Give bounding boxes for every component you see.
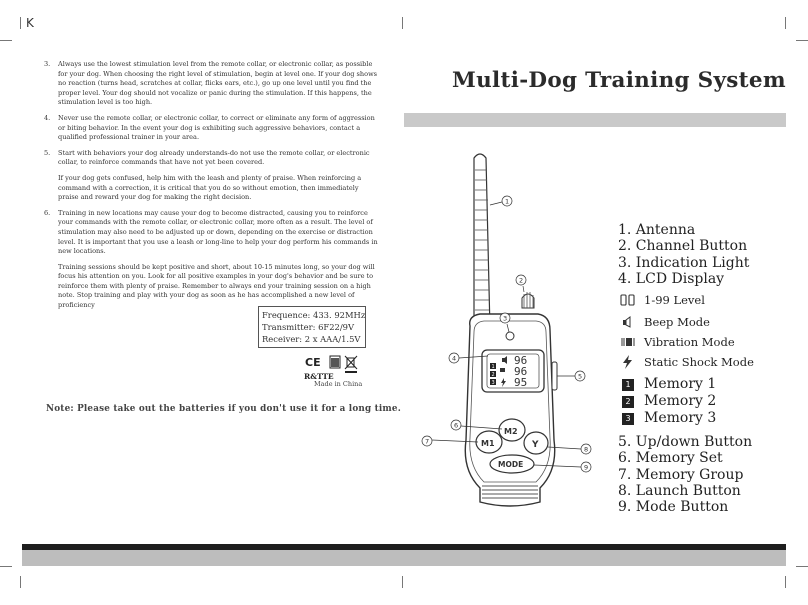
crop-mark	[402, 17, 403, 29]
lcd-value: 95	[514, 376, 528, 389]
launch-side-button	[552, 362, 557, 390]
instruction-item	[44, 149, 380, 203]
mode-label: Beep Mode	[644, 315, 710, 329]
svg-text:9: 9	[584, 463, 589, 472]
memory-label: Memory 2	[644, 393, 717, 409]
svg-text:2: 2	[519, 276, 524, 285]
crop-mark	[20, 576, 21, 588]
instruction-text: Training in new locations may cause your dog to become distracted, causing you to reinforce your commands with the remote collar, or electronic collar, more often as a result. The level of stimulation may also need to be adjusted up or down, depending on the exercise or distraction level. It is important that you use a leash or long-line to help your dog perform his commands in new locations.	[58, 208, 378, 256]
instruction-text: Training sessions should be kept positive and short, about 10-15 minutes long, so your dog will focus his attention on you. Look for all positive examples in your dog's behavior and be sure to reinforce them with plenty of praise. Remember to always end your training session on a high note. Stop training and play with your dog as soon as he has accomplished a new level of proficiency	[58, 262, 375, 310]
shock-icon	[620, 355, 636, 369]
mode-label: Vibration Mode	[644, 335, 735, 349]
part-channel-button: 2. Channel Button	[618, 238, 748, 255]
corner-letter: K	[26, 16, 34, 30]
instruction-number: 3.	[44, 60, 51, 68]
svg-text:5: 5	[578, 372, 583, 381]
svg-text:MODE: MODE	[498, 460, 524, 469]
antenna	[474, 154, 490, 330]
up-down-button[interactable]	[524, 432, 548, 454]
part-memory-set: 6. Memory Set	[618, 450, 723, 467]
remote-transmitter-illustration	[410, 140, 610, 520]
callout-2	[516, 275, 526, 292]
spec-frequency: Frequence: 433. 92MHz	[262, 310, 366, 320]
crop-mark	[0, 566, 12, 567]
part-memory-group: 7. Memory Group	[618, 466, 744, 483]
made-in-label: Made in China	[314, 380, 363, 388]
crop-mark	[785, 576, 786, 588]
parts-list-top	[618, 222, 749, 287]
memory-label: Memory 1	[644, 376, 717, 392]
certification-marks	[304, 354, 360, 382]
instruction-text: Never use the remote collar, or electronic collar, to correct or eliminate any form of aggression or biting behavior. In the event your dog is exhibiting such aggressive behaviors, contact a qualified professional trainer in your area.	[58, 113, 375, 142]
crop-mark	[785, 17, 786, 29]
crop-mark	[0, 40, 12, 41]
svg-text:6: 6	[454, 421, 459, 430]
lcd-row-number: 2	[491, 372, 495, 378]
parts-list-bottom	[618, 434, 752, 515]
svg-text:3: 3	[503, 314, 508, 323]
part-lcd-display: 4. LCD Display	[618, 270, 725, 287]
crop-mark	[796, 40, 808, 41]
specifications-box	[258, 306, 366, 348]
part-up-down-button: 5. Up/down Button	[618, 434, 753, 450]
part-indication-light: 3. Indication Light	[618, 254, 750, 271]
memory-2-button[interactable]	[499, 419, 525, 441]
title-underline-bar	[404, 113, 786, 127]
mode-button[interactable]	[490, 455, 534, 473]
crop-mark	[20, 17, 21, 29]
memory-number-badge: 3	[622, 413, 634, 425]
lcd-value: 96	[514, 354, 528, 367]
svg-text:Y: Y	[532, 440, 539, 450]
svg-text:M2: M2	[504, 427, 518, 436]
part-mode-button: 9. Mode Button	[618, 499, 729, 516]
instruction-text: If your dog gets confused, help him with the leash and plenty of praise. When reinforcing a command with a correction, it is critical that you do so without emotion, then immediately praise and reward your dog for making the right decision.	[58, 173, 362, 202]
weee-bin-icon	[345, 356, 357, 373]
bottom-band	[22, 550, 786, 566]
beep-icon	[620, 315, 636, 329]
part-launch-button: 8. Launch Button	[618, 482, 741, 499]
svg-text:4: 4	[452, 354, 457, 363]
memory-number-badge: 2	[622, 396, 634, 408]
device-body	[465, 314, 554, 506]
svg-text:1: 1	[505, 197, 510, 206]
crop-mark	[796, 566, 808, 567]
rtte-mark: R&TTE	[304, 372, 334, 381]
level-icon	[620, 293, 636, 307]
mode-label: 1-99 Level	[644, 293, 705, 307]
instruction-text: Always use the lowest stimulation level from the remote collar, or electronic collar, as possible for your dog. When choosing the right level of stimulation, begin at level one. If your dog shows no reaction (turns head, scratches at collar, flicks ears, etc.), go up one level until you find the proper level. Your dog should not vocalize or panic during the stimulation. If this happens, the stimulation level is too high.	[58, 60, 378, 107]
crop-mark	[402, 576, 403, 588]
indication-light	[506, 332, 514, 340]
svg-text:7: 7	[425, 437, 430, 446]
memory-label: Memory 3	[644, 410, 717, 426]
mode-label: Static Shock Mode	[644, 355, 754, 369]
svg-text:M1: M1	[481, 439, 495, 448]
callout-1	[490, 196, 512, 206]
lcd-row-number: 3	[491, 380, 495, 386]
ce-mark: CE	[305, 356, 321, 369]
channel-knob	[522, 292, 534, 308]
battery-note: Note: Please take out the batteries if you don't use it for a long time.	[46, 404, 401, 414]
instruction-text: Start with behaviors your dog already understands-do not use the remote collar, or electronic collar, to reinforce commands that have not yet been covered.	[58, 148, 370, 167]
lcd-value: 96	[514, 365, 528, 378]
spec-receiver: Receiver: 2 x AAA/1.5V	[262, 334, 361, 344]
instruction-number: 5.	[44, 148, 51, 157]
memory-number-badge: 1	[622, 379, 634, 391]
memory-1-button[interactable]	[476, 431, 502, 453]
instructions-list	[44, 60, 380, 317]
instruction-item	[44, 209, 380, 311]
page-title: Multi-Dog Training System	[452, 68, 786, 93]
instruction-item	[44, 60, 380, 108]
callout-5	[557, 371, 585, 381]
spec-transmitter: Transmitter: 6F22/9V	[262, 322, 355, 332]
recycle-icon	[330, 356, 340, 368]
vibration-icon	[620, 335, 636, 349]
lcd-display[interactable]	[482, 350, 544, 392]
lcd-row-number: 1	[491, 364, 495, 370]
instruction-item	[44, 114, 380, 143]
svg-text:8: 8	[584, 445, 589, 454]
instruction-number: 4.	[44, 113, 51, 122]
instruction-number: 6.	[44, 208, 51, 217]
part-antenna: 1. Antenna	[618, 222, 696, 238]
